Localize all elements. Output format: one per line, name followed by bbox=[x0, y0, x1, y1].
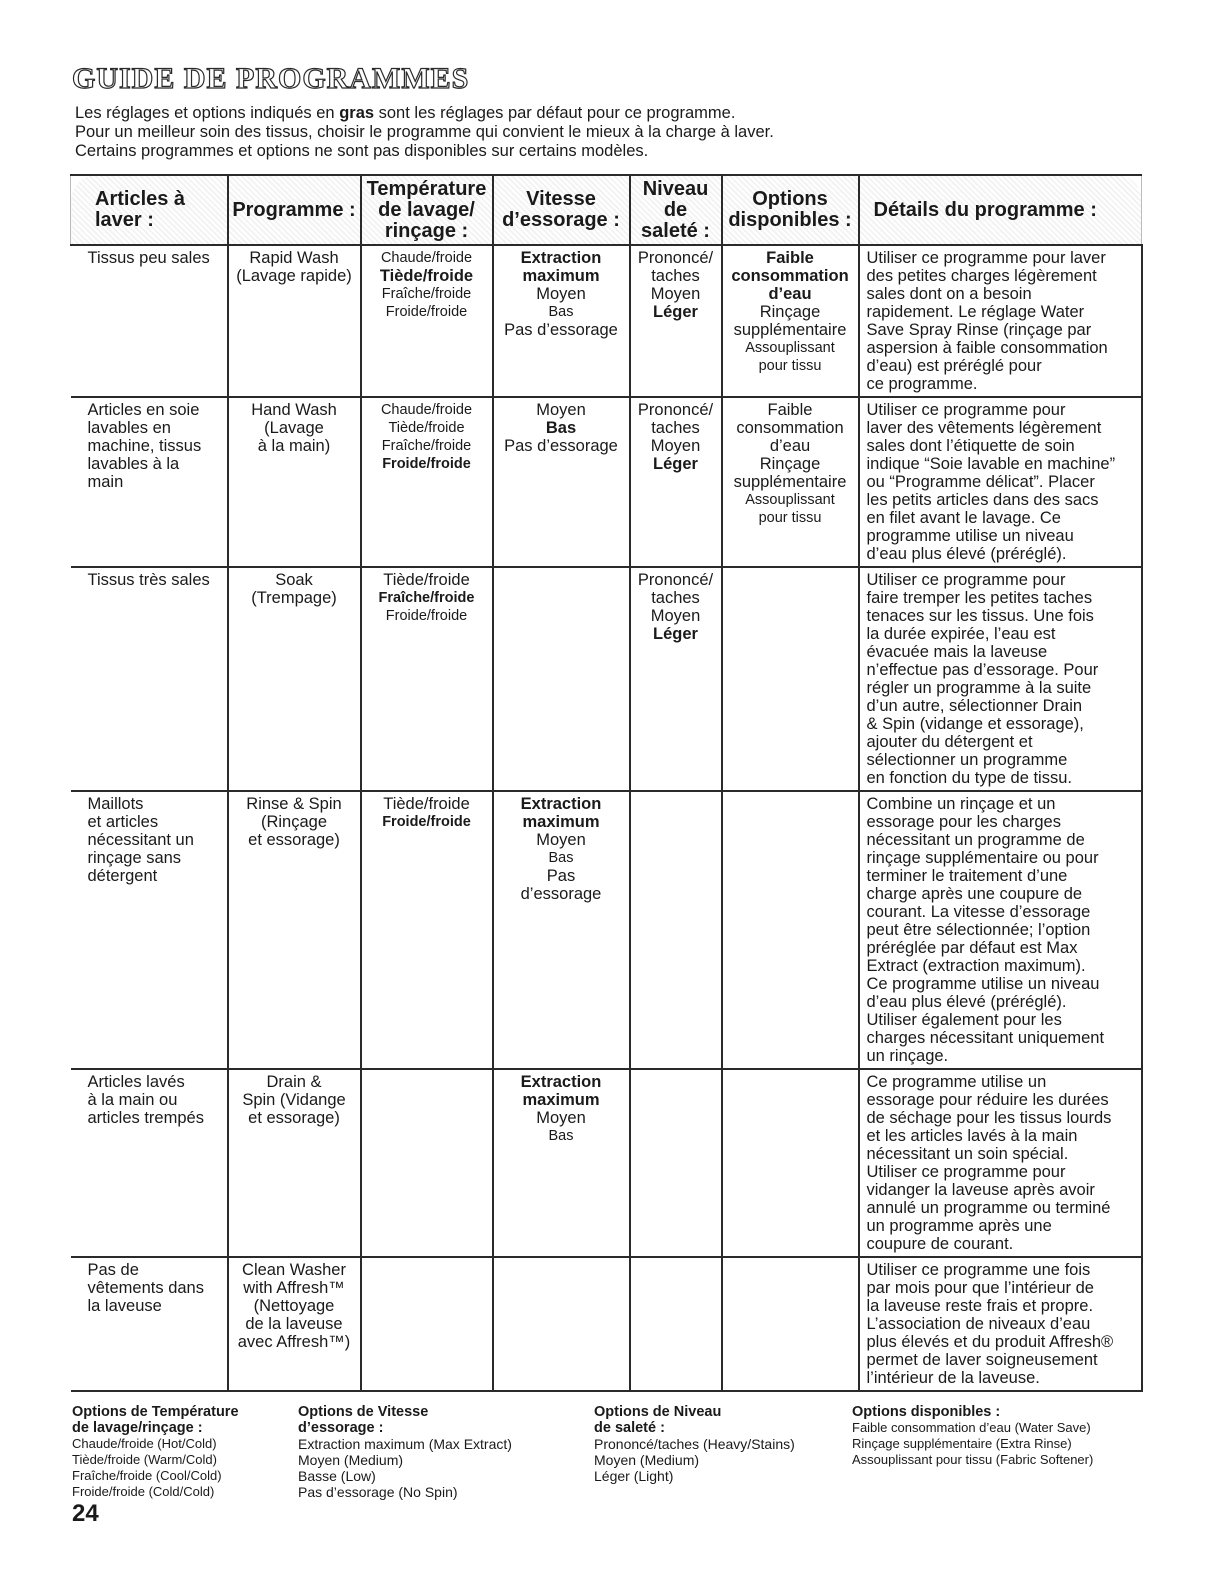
cell-line: Utiliser ce programme pour laver bbox=[866, 249, 1106, 267]
header-line: laver : bbox=[95, 209, 154, 231]
cell-line: nécessitant un soin spécial. bbox=[866, 1145, 1069, 1163]
cell-line: tenaces sur les tissus. Une fois bbox=[866, 607, 1094, 625]
cell-line: Assouplissant bbox=[745, 340, 835, 356]
cell-articles bbox=[71, 245, 228, 397]
cell-line: charges nécessitant uniquement bbox=[866, 1029, 1105, 1047]
table-body bbox=[71, 245, 1142, 1391]
cell-line: la durée expirée, l’eau est bbox=[866, 625, 1056, 643]
cell-line: faire tremper les petites taches bbox=[866, 589, 1093, 607]
cell-line: d’eau bbox=[769, 437, 811, 455]
header-line: de lavage/ bbox=[378, 198, 475, 221]
intro-line-1: Les réglages et options indiqués en gras sont les réglages par défaut pour ce programme. bbox=[75, 104, 736, 122]
cell-line: rinçage sans bbox=[87, 849, 182, 867]
cell-line: Froide/froide bbox=[385, 608, 468, 624]
cell-line: Pas bbox=[546, 867, 576, 885]
cell-options bbox=[722, 1257, 859, 1391]
cell-line: Froide/froide bbox=[385, 304, 468, 320]
cell-line: Moyen bbox=[536, 285, 586, 303]
cell-line: Rinçage bbox=[759, 455, 821, 473]
legend-line: Léger (Light) bbox=[594, 1468, 674, 1484]
legend-niveau bbox=[594, 1404, 795, 1484]
cell-line: maximum bbox=[522, 813, 600, 831]
cell-line: Assouplissant bbox=[745, 492, 835, 508]
cell-line: et essorage) bbox=[248, 1109, 340, 1127]
cell-line: Pas de bbox=[87, 1261, 139, 1279]
cell-vitesse bbox=[493, 791, 630, 1069]
legend-vitesse bbox=[298, 1404, 512, 1500]
cell-programme bbox=[228, 397, 361, 567]
cell-line: ajouter du détergent et bbox=[866, 733, 1033, 751]
cell-line: Fraîche/froide bbox=[381, 438, 472, 454]
header-line: d’essorage : bbox=[502, 209, 620, 231]
cell-line: des petites charges légèrement bbox=[866, 267, 1097, 285]
header-vitesse bbox=[493, 175, 630, 245]
cell-line: terminer le traitement d’une bbox=[866, 867, 1068, 885]
cell-line: détergent bbox=[87, 867, 158, 885]
cell-line: machine, tissus bbox=[87, 437, 202, 455]
cell-line: Prononcé/ bbox=[637, 249, 714, 267]
cell-line: d’essorage bbox=[520, 885, 602, 903]
cell-line: Articles lavés bbox=[87, 1073, 185, 1091]
cell-line: à la main) bbox=[257, 437, 331, 455]
cell-line: préréglée par défaut est Max bbox=[866, 939, 1078, 957]
cell-vitesse bbox=[493, 1069, 630, 1257]
cell-line: coupure de courant. bbox=[866, 1235, 1014, 1253]
cell-line: Bas bbox=[548, 304, 574, 320]
cell-line: d’un autre, sélectionner Drain bbox=[866, 697, 1083, 715]
cell-details bbox=[859, 791, 1142, 1069]
cell-line: Bas bbox=[548, 850, 574, 866]
cell-line: Save Spray Rinse (rinçage par bbox=[866, 321, 1092, 339]
cell-line: un programme après une bbox=[866, 1217, 1052, 1235]
header-line: Articles à bbox=[95, 188, 186, 210]
legend-title bbox=[594, 1404, 795, 1436]
header-line: Vitesse bbox=[526, 188, 596, 210]
cell-options bbox=[722, 397, 859, 567]
legend-line: Pas d’essorage (No Spin) bbox=[298, 1484, 458, 1500]
cell-line: Chaude/froide bbox=[380, 402, 473, 418]
cell-line: de la laveuse bbox=[245, 1315, 343, 1333]
cell-programme bbox=[228, 567, 361, 791]
cell-line: sales dont on a besoin bbox=[866, 285, 1032, 303]
cell-line: Extraction bbox=[520, 1073, 602, 1091]
cell-niveau bbox=[630, 397, 722, 567]
cell-line: Tissus peu sales bbox=[87, 249, 210, 267]
cell-temperature bbox=[361, 791, 493, 1069]
cell-line: permet de laver soigneusement bbox=[866, 1351, 1098, 1369]
legend-line: Options disponibles : bbox=[852, 1404, 1001, 1420]
cell-line: maximum bbox=[522, 1091, 600, 1109]
cell-line: à la main ou bbox=[87, 1091, 178, 1109]
table-row bbox=[71, 791, 1142, 1069]
cell-details bbox=[859, 397, 1142, 567]
header-line: Programme : bbox=[232, 198, 356, 221]
cell-line: en filet avant le lavage. Ce bbox=[866, 509, 1061, 527]
cell-line: avec Affresh™) bbox=[237, 1333, 351, 1351]
table-row bbox=[71, 1257, 1142, 1391]
cell-line: Articles en soie bbox=[87, 401, 200, 419]
cell-details bbox=[859, 245, 1142, 397]
cell-line: la laveuse reste frais et propre. bbox=[866, 1297, 1094, 1315]
cell-line: Faible bbox=[766, 249, 814, 267]
cell-line: courant. La vitesse d’essorage bbox=[866, 903, 1091, 921]
cell-line: la laveuse bbox=[87, 1297, 162, 1315]
legend-options bbox=[852, 1404, 1093, 1468]
cell-options bbox=[722, 567, 859, 791]
cell-line: Rapid Wash bbox=[249, 249, 339, 267]
cell-programme bbox=[228, 1069, 361, 1257]
cell-line: articles trempés bbox=[87, 1109, 204, 1127]
cell-line: Ce programme utilise un niveau bbox=[866, 975, 1100, 993]
cell-line: main bbox=[87, 473, 124, 491]
cell-line: Tiède/froide bbox=[379, 267, 474, 285]
cell-line: Fraîche/froide bbox=[381, 286, 472, 302]
cell-line: Pas d’essorage bbox=[504, 321, 618, 339]
cell-articles bbox=[71, 1069, 228, 1257]
cell-line: charge après une coupure de bbox=[866, 885, 1083, 903]
cell-line: Drain & bbox=[266, 1073, 322, 1091]
cell-line: supplémentaire bbox=[733, 473, 847, 491]
cell-line: vêtements dans bbox=[87, 1279, 204, 1297]
table-row bbox=[71, 245, 1142, 397]
bold-word-gras: gras bbox=[339, 104, 375, 122]
legend-line: Assouplissant pour tissu (Fabric Softener) bbox=[852, 1452, 1094, 1467]
cell-articles bbox=[71, 791, 228, 1069]
legend-line: Options de Vitesse bbox=[298, 1404, 429, 1420]
cell-details bbox=[859, 1257, 1142, 1391]
cell-line: Bas bbox=[548, 1128, 574, 1144]
cell-line: Froide/froide bbox=[382, 814, 471, 830]
header-line: de bbox=[663, 198, 688, 221]
cell-line: peut être sélectionnée; l’option bbox=[866, 921, 1091, 939]
header-line: saleté : bbox=[641, 219, 710, 242]
cell-line: programme utilise un niveau bbox=[866, 527, 1074, 545]
legend-line: de saleté : bbox=[594, 1420, 665, 1436]
cell-vitesse bbox=[493, 245, 630, 397]
cell-line: Extract (extraction maximum). bbox=[866, 957, 1086, 975]
cell-niveau bbox=[630, 791, 722, 1069]
legend-title bbox=[852, 1404, 1093, 1420]
intro-line-3: Certains programmes et options ne sont pas disponibles sur certains modèles. bbox=[75, 142, 649, 160]
cell-line: Extraction bbox=[520, 249, 602, 267]
cell-line: Utiliser également pour les bbox=[866, 1011, 1062, 1029]
legend-title bbox=[298, 1404, 512, 1436]
legend-items bbox=[594, 1436, 795, 1484]
cell-line: Tiède/froide bbox=[388, 420, 465, 436]
cell-line: taches bbox=[651, 419, 700, 437]
legend-line: Prononcé/taches (Heavy/Stains) bbox=[594, 1436, 795, 1452]
cell-line: Spin (Vidange bbox=[242, 1091, 346, 1109]
header-line: Options bbox=[752, 188, 828, 210]
cell-line: consommation bbox=[731, 267, 849, 285]
cell-programme bbox=[228, 245, 361, 397]
legend-line: Options de Niveau bbox=[594, 1404, 722, 1420]
cell-line: L’association de niveaux d’eau bbox=[866, 1315, 1091, 1333]
cell-line: Utiliser ce programme pour bbox=[866, 401, 1066, 419]
cell-line: (Nettoyage bbox=[253, 1297, 335, 1315]
cell-line: Rinse & Spin bbox=[246, 795, 342, 813]
cell-line: (Lavage rapide) bbox=[236, 267, 352, 285]
cell-line: et les articles lavés à la main bbox=[866, 1127, 1078, 1145]
intro-line-2: Pour un meilleur soin des tissus, choisir le programme qui convient le mieux à la charge à laver. bbox=[75, 123, 774, 141]
cell-line: pour tissu bbox=[758, 510, 822, 526]
cell-line: Extraction bbox=[520, 795, 602, 813]
cell-line: maximum bbox=[522, 267, 600, 285]
cell-line: d’eau plus élevé (préréglé). bbox=[866, 993, 1067, 1011]
legend-items bbox=[852, 1420, 1093, 1468]
cell-temperature bbox=[361, 245, 493, 397]
cell-line: essorage pour les charges bbox=[866, 813, 1061, 831]
legend-line: Moyen (Medium) bbox=[298, 1452, 404, 1468]
legend-line: Fraîche/froide (Cool/Cold) bbox=[72, 1468, 222, 1483]
legend-line: Froide/froide (Cold/Cold) bbox=[72, 1484, 215, 1499]
legend-line: Tiède/froide (Warm/Cold) bbox=[72, 1452, 217, 1467]
cell-line: sélectionner un programme bbox=[866, 751, 1068, 769]
cell-line: en fonction du type de tissu. bbox=[866, 769, 1072, 787]
cell-niveau bbox=[630, 245, 722, 397]
header-line: Température bbox=[366, 177, 487, 200]
header-temperature bbox=[361, 175, 493, 245]
cell-line: Faible bbox=[767, 401, 813, 419]
cell-line: essorage pour réduire les durées bbox=[866, 1091, 1109, 1109]
cell-line: d’eau) est préréglé pour bbox=[866, 357, 1042, 375]
legend-line: Chaude/froide (Hot/Cold) bbox=[72, 1436, 217, 1451]
cell-line: rinçage supplémentaire ou pour bbox=[866, 849, 1099, 867]
cell-line: laver des vêtements légèrement bbox=[866, 419, 1102, 437]
cell-line: (Rinçage bbox=[260, 813, 328, 831]
cell-line: lavables en bbox=[87, 419, 171, 437]
cell-line: & Spin (vidange et essorage), bbox=[866, 715, 1084, 733]
table-row bbox=[71, 567, 1142, 791]
cell-line: Tissus très sales bbox=[87, 571, 210, 589]
cell-line: et articles bbox=[87, 813, 159, 831]
cell-temperature bbox=[361, 397, 493, 567]
program-guide-table bbox=[70, 174, 1143, 1392]
cell-line: par mois pour que l’intérieur de bbox=[866, 1279, 1094, 1297]
cell-line: lavables à la bbox=[87, 455, 180, 473]
legend-line: Faible consommation d’eau (Water Save) bbox=[852, 1420, 1091, 1435]
cell-line: d’eau bbox=[768, 285, 812, 303]
cell-vitesse bbox=[493, 567, 630, 791]
cell-line: Moyen bbox=[536, 401, 586, 419]
cell-line: Clean Washer bbox=[242, 1261, 346, 1279]
legend-temperature bbox=[72, 1404, 239, 1500]
cell-line: Hand Wash bbox=[251, 401, 337, 419]
cell-niveau bbox=[630, 567, 722, 791]
legend-line: Basse (Low) bbox=[298, 1468, 376, 1484]
cell-line: Prononcé/ bbox=[637, 571, 714, 589]
cell-line: plus élevés et du produit Affresh® bbox=[866, 1333, 1114, 1351]
cell-line: Soak bbox=[275, 571, 313, 589]
cell-line: Moyen bbox=[536, 1109, 586, 1127]
cell-details bbox=[859, 1069, 1142, 1257]
legend-items bbox=[72, 1436, 239, 1500]
cell-line: Froide/froide bbox=[382, 456, 471, 472]
page-title: GUIDE DE PROGRAMMES bbox=[72, 62, 470, 95]
header-programme bbox=[228, 175, 361, 245]
cell-articles bbox=[71, 1257, 228, 1391]
cell-niveau bbox=[630, 1069, 722, 1257]
cell-line: consommation bbox=[736, 419, 844, 437]
cell-line: nécessitant un bbox=[87, 831, 194, 849]
cell-details bbox=[859, 567, 1142, 791]
header-details bbox=[859, 175, 1142, 245]
cell-line: Pas d’essorage bbox=[504, 437, 618, 455]
cell-line: ce programme. bbox=[866, 375, 978, 393]
legend-line: Moyen (Medium) bbox=[594, 1452, 700, 1468]
page-number: 24 bbox=[72, 1500, 99, 1527]
cell-line: Utiliser ce programme pour bbox=[866, 1163, 1066, 1181]
cell-line: Moyen bbox=[650, 607, 701, 625]
intro-text bbox=[75, 104, 774, 161]
cell-line: Moyen bbox=[650, 285, 701, 303]
cell-line: Moyen bbox=[536, 831, 586, 849]
cell-line: supplémentaire bbox=[733, 321, 847, 339]
cell-articles bbox=[71, 567, 228, 791]
table-row bbox=[71, 1069, 1142, 1257]
legend-items bbox=[298, 1436, 512, 1500]
cell-line: Léger bbox=[653, 303, 698, 321]
cell-line: Bas bbox=[545, 419, 577, 437]
cell-line: taches bbox=[651, 589, 700, 607]
cell-line: Utiliser ce programme une fois bbox=[866, 1261, 1091, 1279]
cell-line: Léger bbox=[653, 455, 698, 473]
cell-line: taches bbox=[651, 267, 700, 285]
legend-line: Rinçage supplémentaire (Extra Rinse) bbox=[852, 1436, 1072, 1451]
cell-line: vidanger la laveuse après avoir bbox=[866, 1181, 1095, 1199]
cell-line: de séchage pour les tissus lourds bbox=[866, 1109, 1112, 1127]
cell-line: pour tissu bbox=[758, 358, 822, 374]
table-header-row bbox=[71, 175, 1142, 245]
header-niveau bbox=[630, 175, 722, 245]
cell-line: sales dont l’étiquette de soin bbox=[866, 437, 1075, 455]
table-row bbox=[71, 397, 1142, 567]
header-line: disponibles : bbox=[728, 209, 852, 231]
cell-line: indique “Soie lavable en machine” bbox=[866, 455, 1116, 473]
cell-line: et essorage) bbox=[248, 831, 340, 849]
cell-line: Moyen bbox=[650, 437, 701, 455]
cell-line: régler un programme à la suite bbox=[866, 679, 1092, 697]
header-articles bbox=[71, 175, 228, 245]
cell-options bbox=[722, 1069, 859, 1257]
cell-line: nécessitant un programme de bbox=[866, 831, 1085, 849]
cell-vitesse bbox=[493, 1257, 630, 1391]
cell-vitesse bbox=[493, 397, 630, 567]
header-line: rinçage : bbox=[384, 219, 469, 242]
cell-line: Ce programme utilise un bbox=[866, 1073, 1047, 1091]
cell-line: (Lavage bbox=[264, 419, 324, 437]
cell-line: Léger bbox=[653, 625, 698, 643]
cell-line: les petits articles dans des sacs bbox=[866, 491, 1099, 509]
cell-temperature bbox=[361, 1069, 493, 1257]
cell-niveau bbox=[630, 1257, 722, 1391]
cell-line: l’intérieur de la laveuse. bbox=[866, 1369, 1040, 1387]
cell-line: Fraîche/froide bbox=[378, 590, 475, 606]
header-line: Niveau bbox=[642, 177, 709, 200]
cell-line: un rinçage. bbox=[866, 1047, 949, 1065]
cell-programme bbox=[228, 791, 361, 1069]
cell-line: (Trempage) bbox=[251, 589, 337, 607]
cell-articles bbox=[71, 397, 228, 567]
legend-line: de lavage/rinçage : bbox=[72, 1420, 203, 1436]
cell-line: Utiliser ce programme pour bbox=[866, 571, 1066, 589]
cell-line: Maillots bbox=[87, 795, 144, 813]
legend-line: d’essorage : bbox=[298, 1420, 384, 1436]
cell-line: with Affresh™ bbox=[243, 1279, 345, 1297]
cell-line: Tiède/froide bbox=[383, 571, 470, 589]
legend-title bbox=[72, 1404, 239, 1436]
cell-options bbox=[722, 791, 859, 1069]
cell-line: annulé un programme ou terminé bbox=[866, 1199, 1111, 1217]
cell-line: Rinçage bbox=[759, 303, 821, 321]
cell-line: aspersion à faible consommation bbox=[866, 339, 1108, 357]
cell-options bbox=[722, 245, 859, 397]
cell-line: évacuée mais la laveuse bbox=[866, 643, 1048, 661]
legend-line: Options de Température bbox=[72, 1404, 239, 1420]
cell-temperature bbox=[361, 1257, 493, 1391]
cell-line: ou “Programme délicat”. Placer bbox=[866, 473, 1095, 491]
cell-line: Tiède/froide bbox=[383, 795, 470, 813]
cell-line: Combine un rinçage et un bbox=[866, 795, 1056, 813]
cell-programme bbox=[228, 1257, 361, 1391]
legend-line: Extraction maximum (Max Extract) bbox=[298, 1436, 512, 1452]
header-line: Détails du programme : bbox=[873, 198, 1097, 221]
cell-line: n’effectue pas d’essorage. Pour bbox=[866, 661, 1099, 679]
cell-temperature bbox=[361, 567, 493, 791]
header-options bbox=[722, 175, 859, 245]
cell-line: rapidement. Le réglage Water bbox=[866, 303, 1085, 321]
cell-line: d’eau plus élevé (préréglé). bbox=[866, 545, 1067, 563]
cell-line: Chaude/froide bbox=[380, 250, 473, 266]
cell-line: Prononcé/ bbox=[637, 401, 714, 419]
